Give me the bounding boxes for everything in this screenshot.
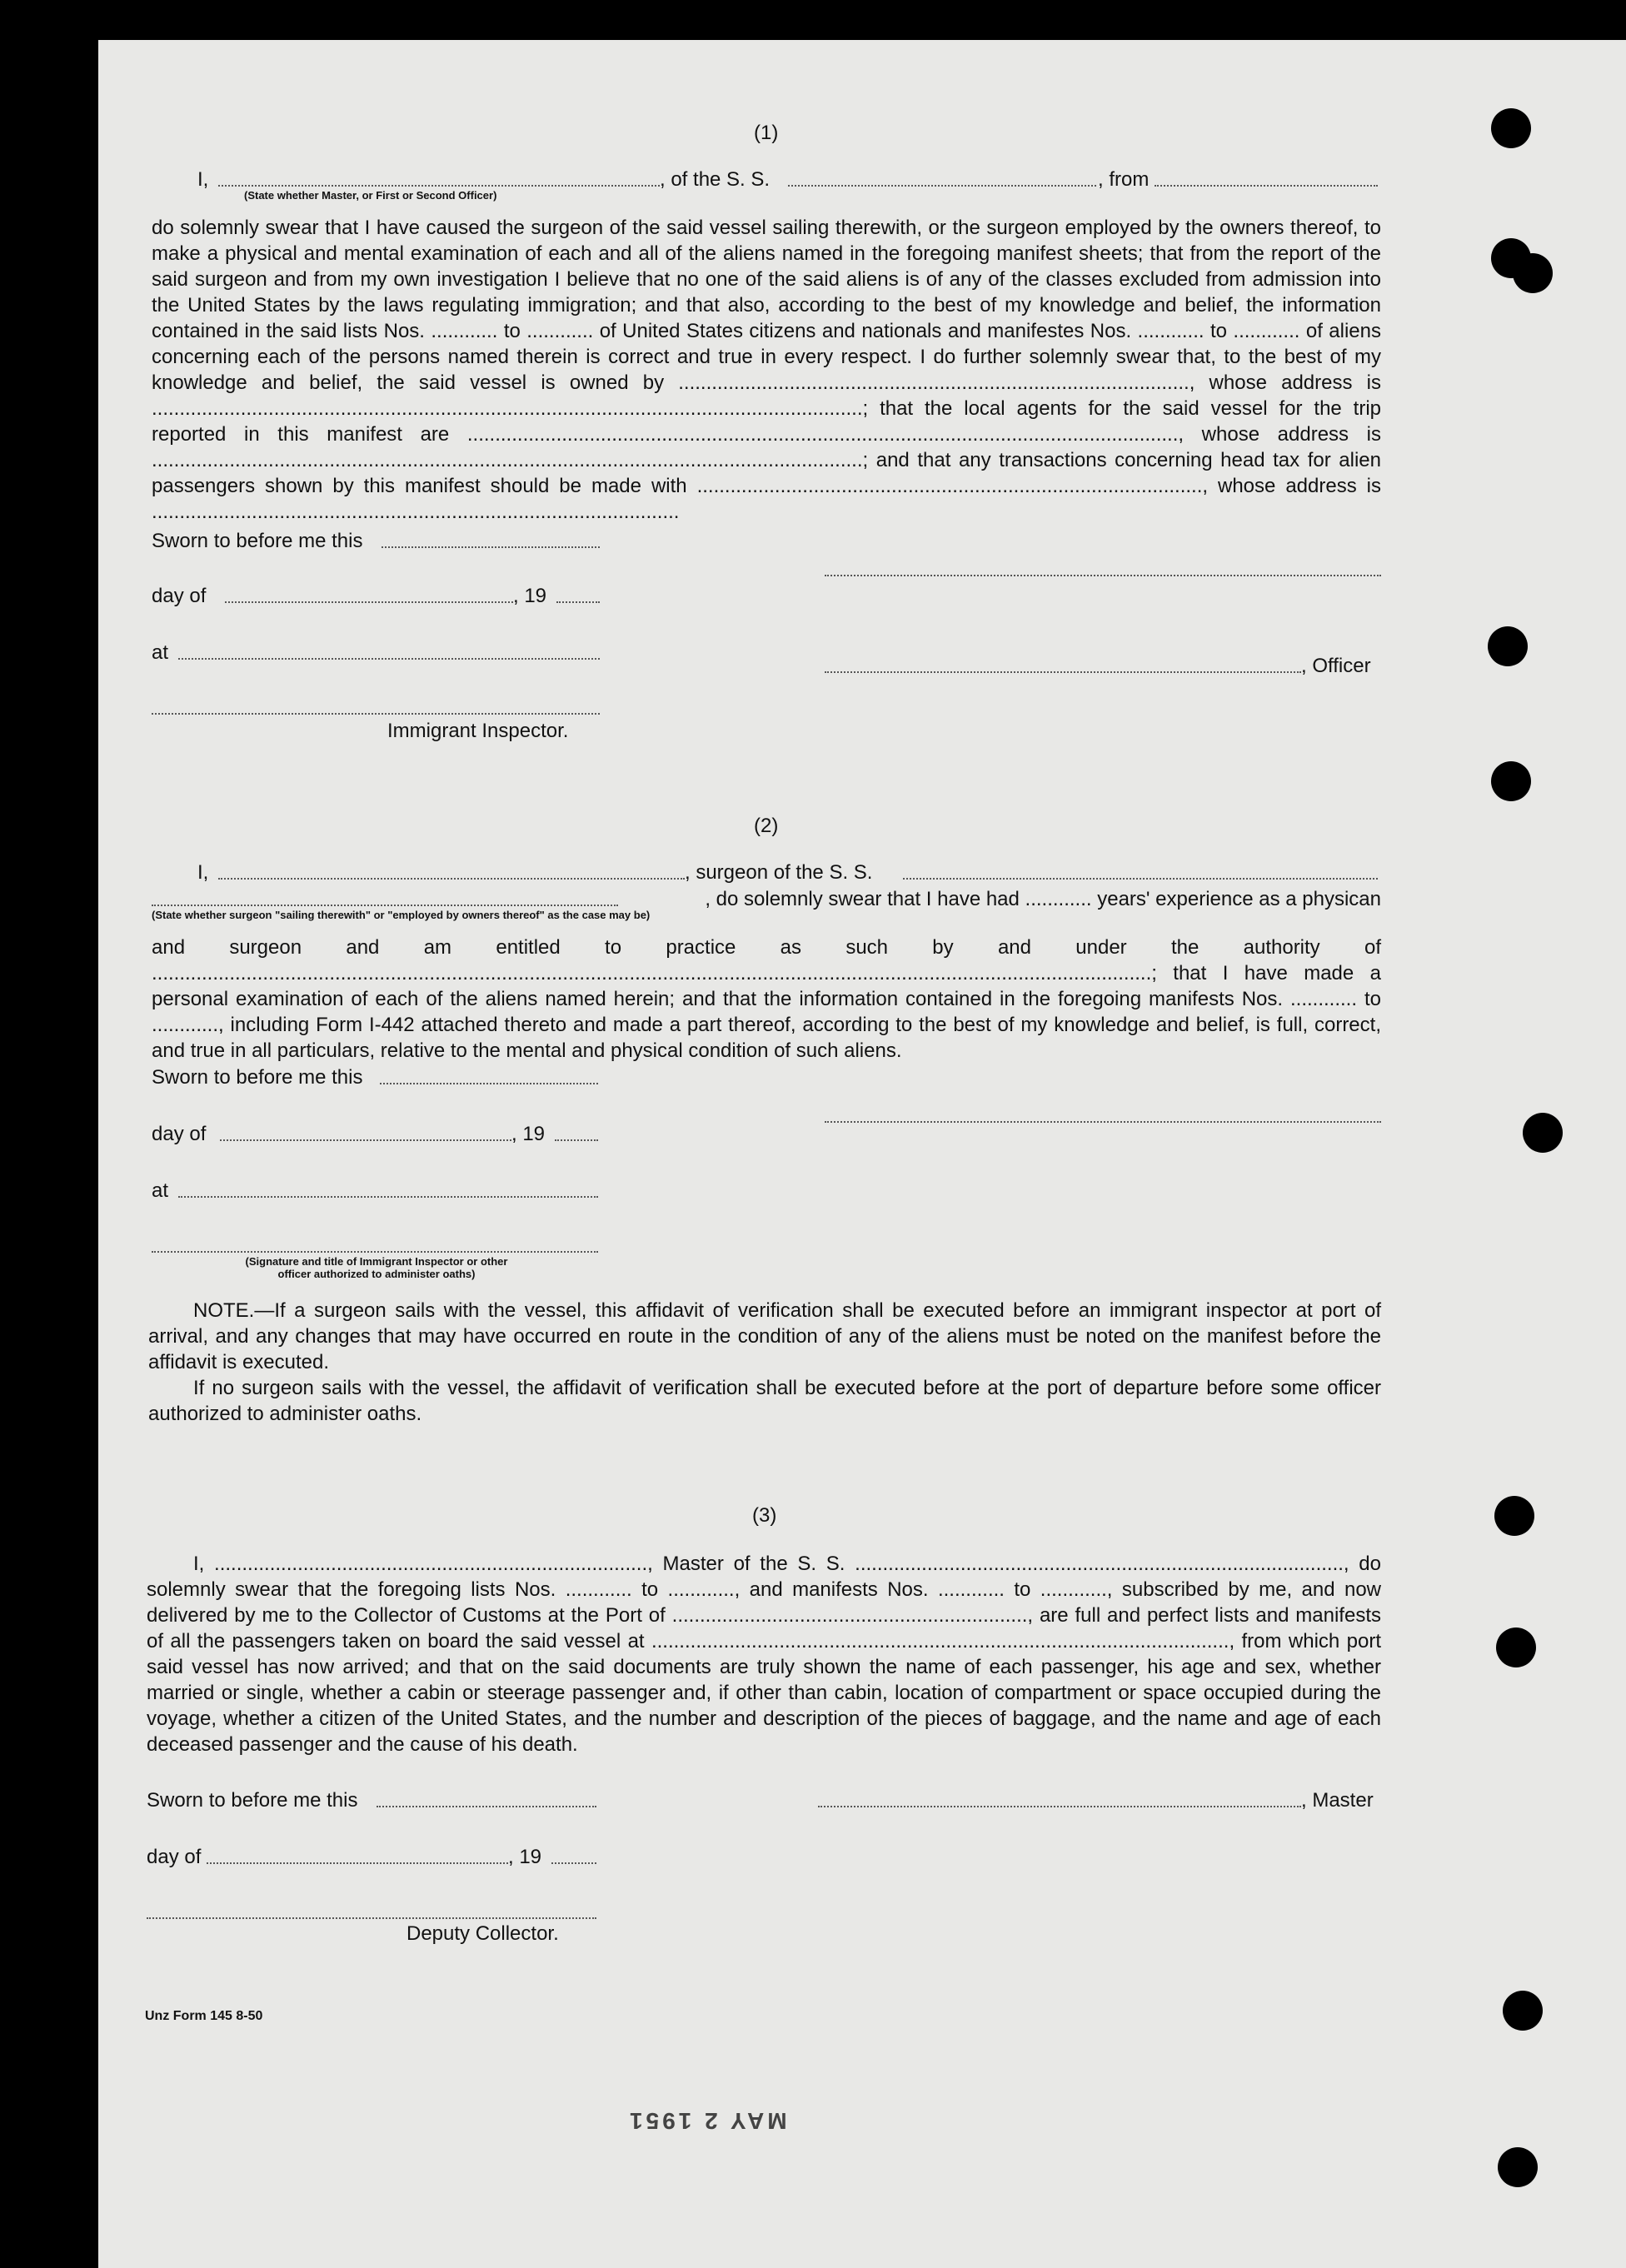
officer-hint: (State whether Master, or First or Second Officer) — [244, 189, 497, 202]
day-field-1[interactable] — [225, 601, 513, 603]
note-text — [148, 1298, 1381, 1427]
deputy-collector-label: Deputy Collector. — [406, 1922, 559, 1945]
vessel-name-field[interactable] — [788, 185, 1096, 187]
section-2-year: , 19 — [511, 1123, 546, 1145]
officer-name-field[interactable] — [218, 185, 660, 187]
surgeon-name-field[interactable] — [218, 878, 685, 880]
from-label: , from — [1098, 168, 1150, 191]
binder-hole-icon — [1513, 253, 1553, 293]
place-field-2[interactable] — [178, 1196, 598, 1198]
section-1-number: (1) — [754, 122, 779, 144]
binder-hole-icon — [1488, 626, 1528, 666]
form-number: Unz Form 145 8-50 — [145, 2009, 263, 2023]
sworn-date-field-1[interactable] — [382, 546, 600, 548]
section-1-i: I, — [197, 168, 209, 191]
signature-hint-2: officer authorized to administer oaths) — [277, 1268, 476, 1280]
binder-hole-icon — [1503, 1991, 1543, 2031]
section-1-day-of: day of — [152, 585, 207, 607]
sworn-date-field-3[interactable] — [377, 1806, 596, 1807]
surgeon-experience-line: , do solemnly swear that I have had ............ years' experience as a physican — [705, 888, 1381, 910]
surgeon-status-field[interactable] — [152, 905, 618, 906]
year-field-3[interactable] — [551, 1862, 596, 1864]
officer-signature-line-1[interactable] — [825, 575, 1381, 576]
surgeon-vessel-field[interactable] — [903, 878, 1378, 880]
deputy-signature-line[interactable] — [147, 1917, 596, 1919]
date-stamp: MAY 2 1951 — [626, 2108, 787, 2134]
day-field-3[interactable] — [207, 1862, 508, 1864]
signature-hint-1: (Signature and title of Immigrant Inspector or other — [245, 1255, 508, 1268]
sworn-date-field-2[interactable] — [380, 1083, 598, 1084]
year-field-2[interactable] — [555, 1139, 598, 1141]
section-3-day-of: day of — [147, 1846, 202, 1868]
inspector-signature-line-1[interactable] — [152, 713, 600, 715]
inspector-signature-line-2[interactable] — [152, 1251, 598, 1253]
section-3-sworn: Sworn to before me this — [147, 1789, 358, 1812]
note-paragraph-2: If no surgeon sails with the vessel, the affidavit of verification shall be executed before at the port of departure before some officer authorized to administer oaths. — [148, 1377, 1381, 1425]
section-1-at: at — [152, 641, 169, 664]
officer-label: , Officer — [1301, 655, 1371, 677]
section-3-number: (3) — [752, 1504, 777, 1527]
binder-hole-icon — [1496, 1627, 1536, 1667]
section-1-year: , 19 — [513, 585, 547, 607]
place-field-1[interactable] — [178, 658, 600, 660]
section-2-oath-text: and surgeon and am entitled to practice as such by and under the authority of ....................................................................................................................................................................................; that I have made a personal examination of each of the aliens named herein; and that the information contained in the foregoing manifests Nos. ............ to ............, including Form I-442 attached thereto and made a part thereof, according to the best of my knowledge and belief, is full, correct, and true in all particulars, relative to the mental and physical condition of such aliens. — [152, 936, 1381, 1062]
surgeon-signature-line[interactable] — [825, 1121, 1381, 1123]
section-3-year: , 19 — [508, 1846, 542, 1868]
day-field-2[interactable] — [220, 1139, 511, 1141]
section-2-at: at — [152, 1179, 169, 1202]
master-label: , Master — [1301, 1789, 1374, 1812]
immigrant-inspector-label: Immigrant Inspector. — [387, 720, 569, 742]
surgeon-of-label: , surgeon of the S. S. — [685, 861, 873, 884]
year-field-1[interactable] — [556, 601, 600, 603]
note-paragraph-1: NOTE.—If a surgeon sails with the vessel, this affidavit of verification shall be executed before an immigrant inspector at port of arrival, and any changes that may have occurred en route in the condition of any of the aliens must be noted on the manifest before the affidavit is executed. — [148, 1299, 1381, 1373]
section-1-oath-text: do solemnly swear that I have caused the surgeon of the said vessel sailing therewith, or the surgeon employed by the owners thereof, to make a physical and mental examination of each and all of the aliens named in the foregoing manifest sheets; that from the report of the said surgeon and from my own investigation I believe that no one of the said aliens is of any of the classes excluded from admission into the United States by the laws regulating immigration; and that also, according to the best of my knowledge and belief, the information contained in the said lists Nos. ............ to ............ of United States citizens and nationals and manifestes Nos. ............ to ............ of aliens concerning each of the persons named therein is correct and true in every respect. I do further solemnly swear that, to the best of my knowledge and belief, the said vessel is owned by ............................................................................................, whose address is ................................................................................................................................; that the local agents for the said vessel for the trip reported in this manifest are ................................................................................................................................, whose address is ................................................................................................................................; and that any transactions concerning head tax for alien passengers shown by this manifest should be made with ..........................................................................................., whose address is ............................................................................................... — [152, 217, 1381, 523]
section-2-i: I, — [197, 861, 209, 884]
surgeon-hint: (State whether surgeon "sailing therewith" or "employed by owners thereof" as the case may be) — [152, 909, 651, 921]
master-signature-line[interactable] — [818, 1806, 1301, 1807]
binder-hole-icon — [1491, 108, 1531, 148]
section-3-oath-text: I, .............................................................................., Master of the S. S. ........................................................................................, do solemnly swear that the foregoing lists Nos. ............ to ............, and manifests Nos. ............ to ............, subscribed by me, and now delivered by me to the Collector of Customs at the Port of ................................................................, are full and perfect lists and manifests of all the passengers taken on board the said vessel at ........................................................................................................, from which port said vessel has now arrived; and that on the said documents are truly shown the name of each passenger, his age and sex, whether married or single, whether a cabin or steerage passenger and, if other than cabin, location of compartment or space occupied during the voyage, whether a citizen of the United States, and the number and description of the pieces of baggage, and the name and age of each deceased passenger and the cause of his death. — [147, 1553, 1381, 1756]
from-port-field[interactable] — [1155, 185, 1378, 187]
of-ss-label: , of the S. S. — [660, 168, 771, 191]
section-1-sworn: Sworn to before me this — [152, 530, 363, 552]
officer-title-line[interactable] — [825, 671, 1301, 673]
section-2-sworn: Sworn to before me this — [152, 1066, 363, 1089]
binder-hole-icon — [1523, 1113, 1563, 1153]
binder-hole-icon — [1498, 2147, 1538, 2187]
section-2-day-of: day of — [152, 1123, 207, 1145]
binder-hole-icon — [1494, 1496, 1534, 1536]
section-2-number: (2) — [754, 815, 779, 837]
binder-hole-icon — [1491, 761, 1531, 801]
